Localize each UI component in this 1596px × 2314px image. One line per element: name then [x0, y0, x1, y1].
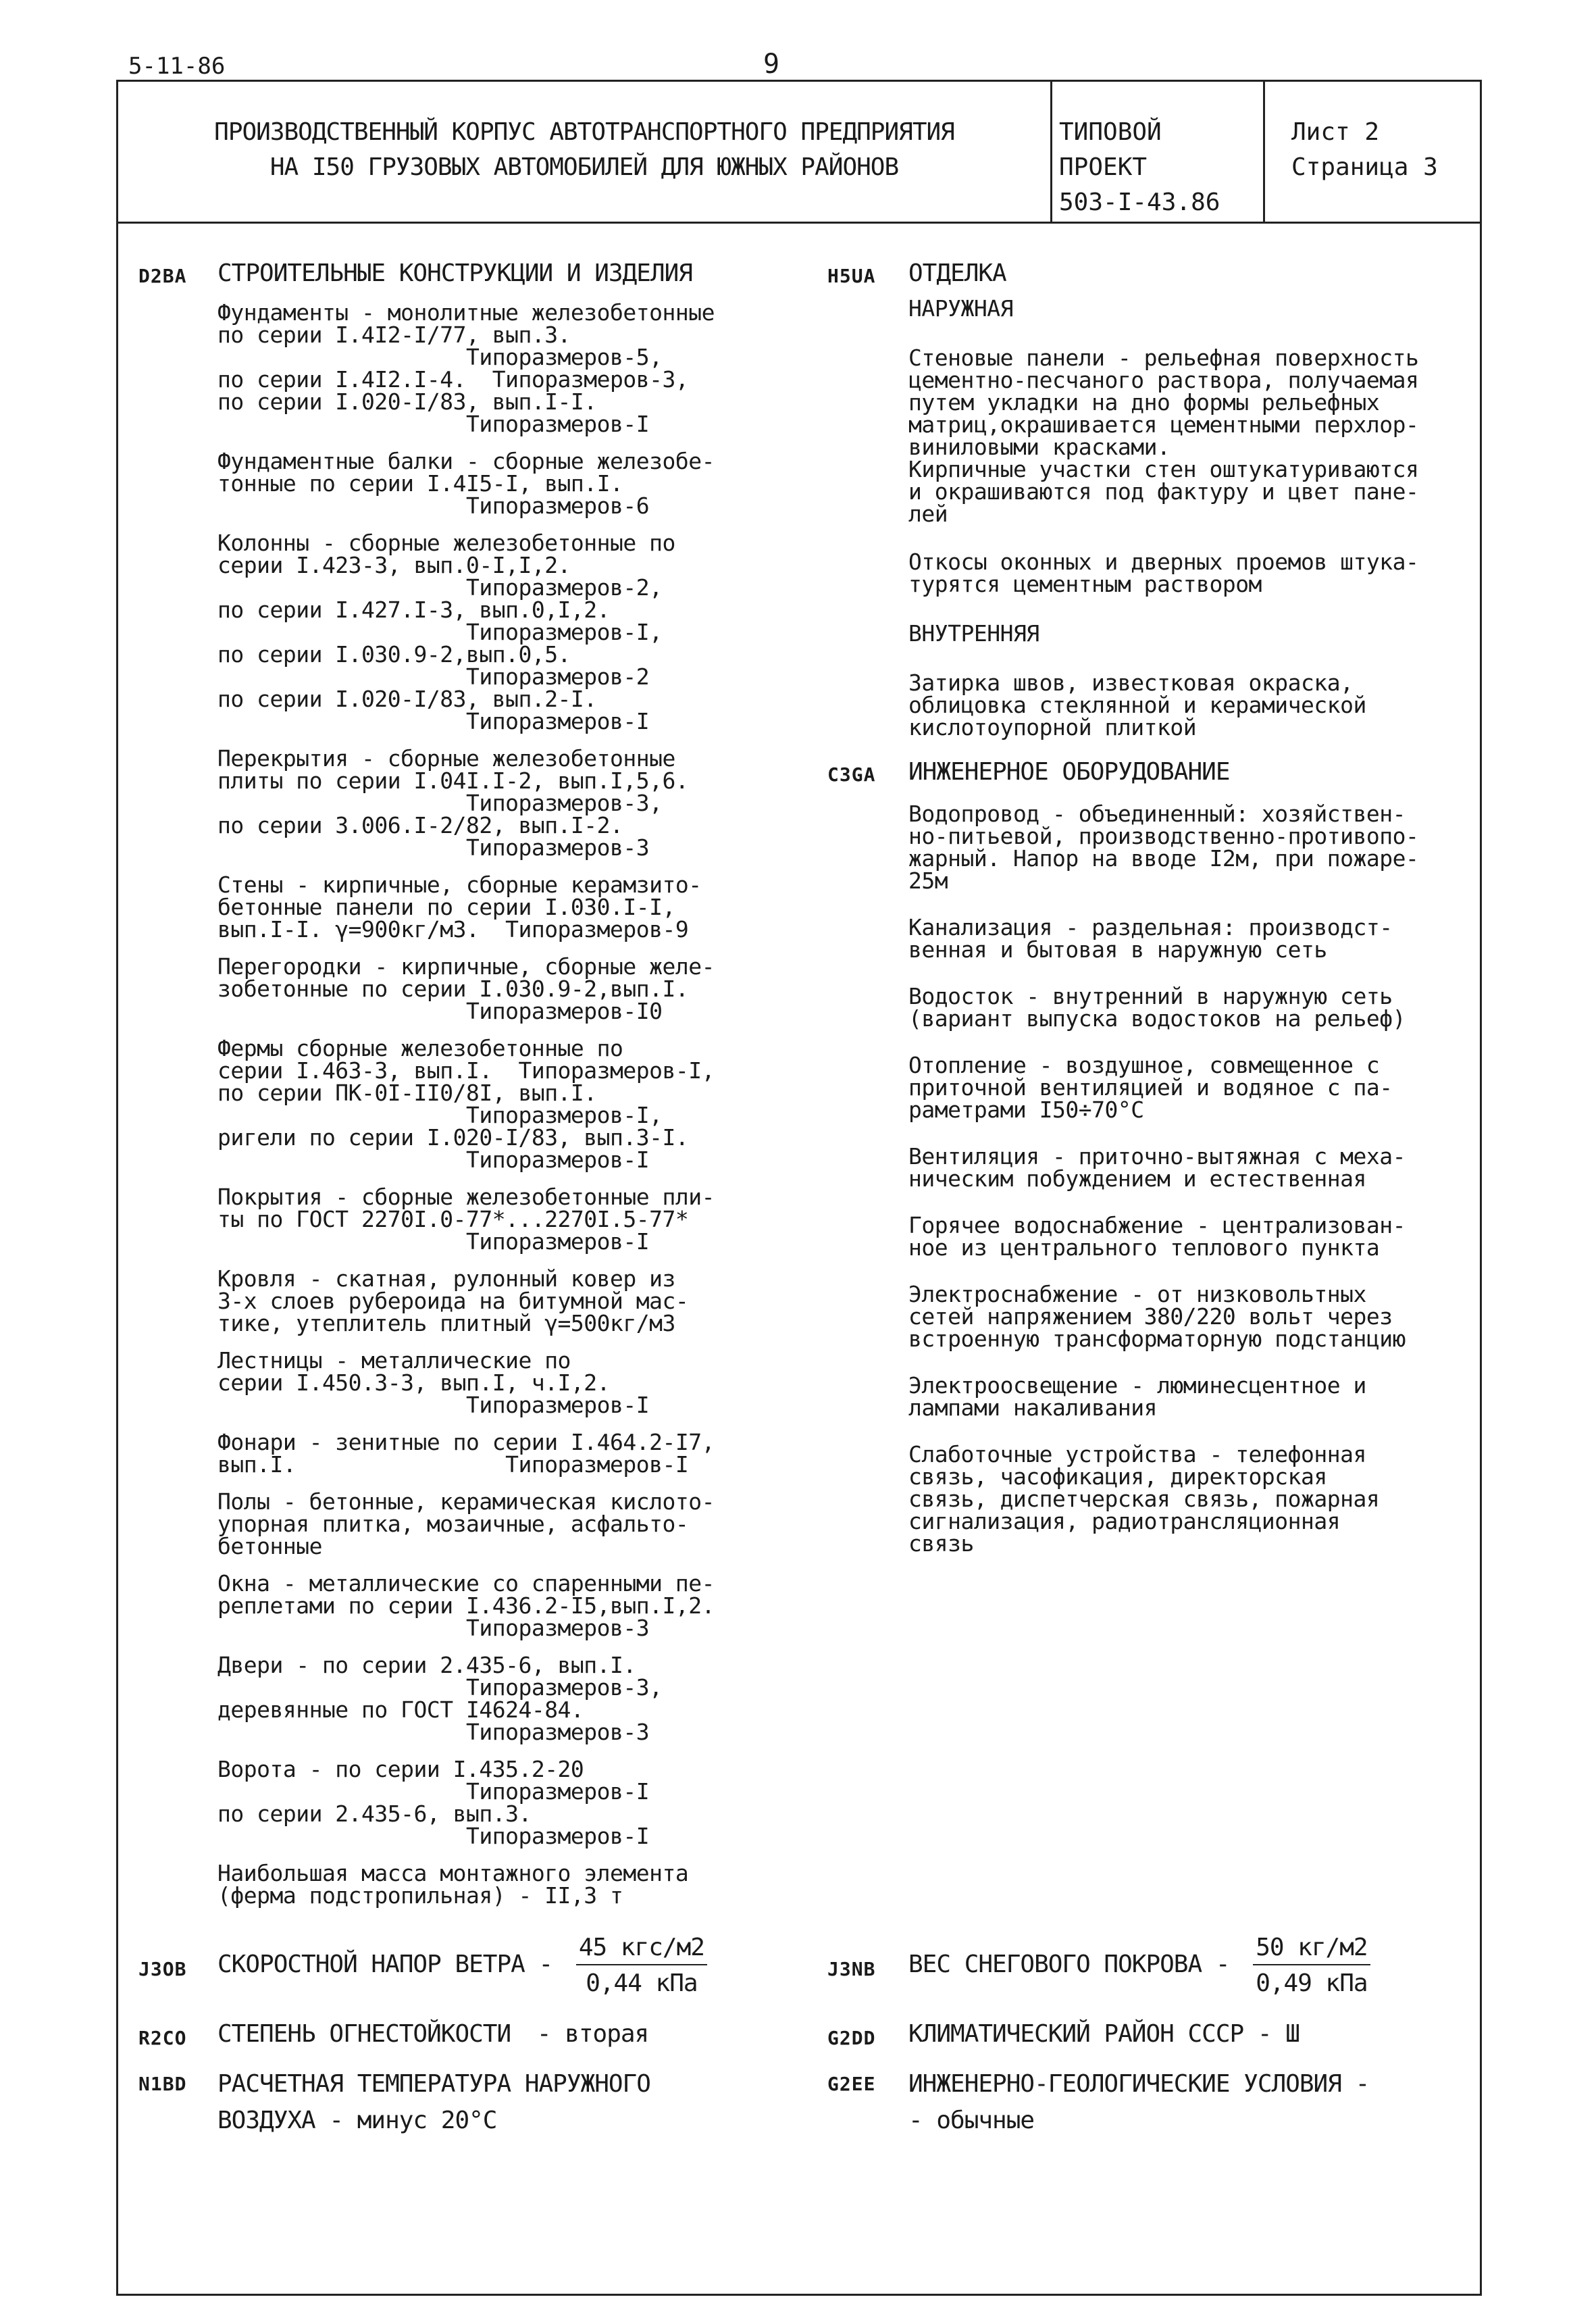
snow-load-value-kpa: 0,49 кПа [1256, 1969, 1368, 1997]
engineering-item: Электроснабжение - от низковольтных сетей напряжением 380/220 вольт через встроенную трансформаторную подстанцию [908, 1281, 1406, 1352]
snow-load-label: ВЕС СНЕГОВОГО ПОКРОВА - [908, 1951, 1230, 1978]
construction-item: Колонны - сборные железобетонные по серии I.423-3, вып.0-I,I,2. Типоразмеров-2, по серии I.427.I-3, вып.0,I,2. Типоразмеров-I, по серии I.030.9-2,вып.0,5. Типоразмеров-2 по серии I.020-I/83, вып.2-I. Типоразмеров-I [217, 530, 675, 734]
outdoor-temperature-line-1: РАСЧЕТНАЯ ТЕМПЕРАТУРА НАРУЖНОГО [217, 2070, 650, 2098]
finish-inner-subtitle: ВНУТРЕННЯЯ [908, 620, 1039, 647]
snow-load [908, 1934, 1370, 1997]
construction-item: Кровля - скатная, рулонный ковер из 3-х слоев рубероида на битумной мас- тике, утеплитель плитный γ=500кг/м3 [217, 1265, 689, 1336]
snow-load-fraction [1253, 1934, 1370, 1997]
document-title [122, 115, 1047, 185]
code-fire: R2CO [138, 2027, 187, 2049]
project-label: ТИПОВОЙ ПРОЕКТ [1059, 118, 1162, 181]
document-code: 5-11-86 [128, 53, 226, 80]
code-temperature: N1BD [138, 2073, 187, 2095]
wind-load [217, 1934, 707, 1997]
construction-item: Фонари - зенитные по серии I.464.2-I7, вып.I. Типоразмеров-I [217, 1429, 715, 1478]
engineering-item: Вентиляция - приточно-вытяжная с меха- ническим побуждением и естественная [908, 1143, 1406, 1192]
construction-item: Покрытия - сборные железобетонные пли- ты по ГОСТ 2270I.0-77*...2270I.5-77* Типоразмеров-I [217, 1184, 715, 1255]
section-code-finish: H5UA [827, 265, 876, 287]
header-divider [116, 222, 1482, 224]
section-code-engineering: C3GA [827, 763, 876, 786]
geological-conditions-line-1: ИНЖЕНЕРНО-ГЕОЛОГИЧЕСКИЕ УСЛОВИЯ - [908, 2070, 1370, 2098]
code-wind: J3OB [138, 1958, 187, 1980]
engineering-item: Канализация - раздельная: производст- венная и бытовая в наружную сеть [908, 914, 1393, 963]
fire-resistance [217, 2020, 648, 2048]
climate-region: КЛИМАТИЧЕСКИЙ РАЙОН СССР - Ш [908, 2020, 1299, 2048]
finish-block [908, 297, 1469, 753]
engineering-item: Электроосвещение - люминесцентное и лампами накаливания [908, 1372, 1366, 1421]
construction-item: Фундаментные балки - сборные железобе- тонные по серии I.4I5-I, вып.I. Типоразмеров-6 [217, 448, 715, 519]
construction-item: Лестницы - металлические по серии I.450.3-3, вып.I, ч.I,2. Типоразмеров-I [217, 1347, 650, 1418]
construction-item: Стены - кирпичные, сборные керамзито- бетонные панели по серии I.030.I-I, вып.I-I. γ=900кг/м3. Типоразмеров-9 [217, 872, 702, 942]
fire-resistance-value: - вторая [536, 2020, 649, 2048]
section-title-construction: СТРОИТЕЛЬНЫЕ КОНСТРУКЦИИ И ИЗДЕЛИЯ [217, 259, 692, 287]
code-geology: G2EE [827, 2073, 876, 2095]
page-label: Страница 3 [1291, 153, 1438, 181]
outdoor-temperature-line-2: ВОЗДУХА - минус 20°С [217, 2107, 497, 2134]
construction-item: Перегородки - кирпичные, сборные желе- зобетонные по серии I.030.9-2,вып.I. Типоразмеров-I0 [217, 953, 715, 1024]
sheet-cell [1291, 115, 1474, 185]
title-line-1: ПРОИЗВОДСТВЕННЫЙ КОРПУС АВТОТРАНСПОРТНОГО ПРЕДПРИЯТИЯ [214, 118, 954, 146]
outdoor-temperature [217, 2066, 650, 2139]
page-number: 9 [763, 49, 780, 80]
engineering-item: Водосток - внутренний в наружную сеть (вариант выпуска водостоков на рельеф) [908, 983, 1406, 1032]
construction-item: Фермы сборные железобетонные по серии I.463-3, вып.I. Типоразмеров-I, по серии ПК-0I-II0/8I, вып.I. Типоразмеров-I, ригели по серии I.020-I/83, вып.3-I. Типоразмеров-I [217, 1035, 715, 1173]
section-title-engineering: ИНЖЕНЕРНОЕ ОБОРУДОВАНИЕ [908, 758, 1230, 786]
snow-load-value: 50 кг/м2 [1253, 1934, 1370, 1965]
engineering-item: Водопровод - объединенный: хозяйствен- но-питьевой, производственно-противопо- жарный. Напор на вводе I2м, при пожаре- 25м [908, 801, 1419, 894]
header-divider-vertical-1 [1050, 80, 1052, 222]
wind-load-value: 45 кгс/м2 [576, 1934, 707, 1965]
project-cell [1059, 115, 1262, 220]
finish-inner-item: Затирка швов, известковая окраска, облицовка стеклянной и керамической кислотоупорной плиткой [908, 670, 1366, 740]
engineering-item: Отопление - воздушное, совмещенное с приточной вентиляцией и водяное с па- раметрами I50÷70°С [908, 1052, 1393, 1123]
section-code-construction: D2BA [138, 265, 187, 287]
engineering-item: Горячее водоснабжение - централизован- ное из центрального теплового пункта [908, 1212, 1406, 1261]
code-snow: J3NB [827, 1958, 876, 1980]
finish-outer-item: Стеновые панели - рельефная поверхность цементно-песчаного раствора, получаемая путем укладки на дно формы рельефных матриц,окрашивается цементными перхлор- виниловыми красками. Кирпичные участки стен оштукатуриваются и окрашиваются под фактуру и цвет пане- лей [908, 345, 1419, 527]
project-number: 503-I-43.86 [1059, 188, 1220, 216]
construction-item: Фундаменты - монолитные железобетонные по серии I.4I2-I/77, вып.3. Типоразмеров-5, по серии I.4I2.I-4. Типоразмеров-3, по серии I.020-I/83, вып.I-I. Типоразмеров-I [217, 299, 715, 437]
construction-item: Наибольшая масса монтажного элемента (ферма подстропильная) - II,3 т [217, 1860, 689, 1909]
wind-load-label: СКОРОСТНОЙ НАПОР ВЕТРА - [217, 1951, 553, 1978]
construction-item: Полы - бетонные, керамическая кислото- упорная плитка, мозаичные, асфальто- бетонные [217, 1488, 715, 1559]
engineering-list [908, 803, 1469, 1569]
wind-load-fraction [576, 1934, 707, 1997]
geological-conditions-line-2: - обычные [908, 2107, 1035, 2134]
construction-item: Ворота - по серии I.435.2-20 Типоразмеров-I по серии 2.435-6, вып.3. Типоразмеров-I [217, 1756, 650, 1849]
construction-item: Перекрытия - сборные железобетонные плиты по серии I.04I.I-2, вып.I,5,6. Типоразмеров-3, по серии 3.006.I-2/82, вып.I-2. Типоразмеров-3 [217, 745, 689, 861]
code-climate: G2DD [827, 2027, 876, 2049]
wind-load-value-kpa: 0,44 кПа [586, 1969, 698, 1997]
header-divider-vertical-2 [1263, 80, 1265, 222]
section-title-finish: ОТДЕЛКА [908, 259, 1006, 287]
construction-item: Двери - по серии 2.435-6, вып.I. Типоразмеров-3, деревянные по ГОСТ I4624-84. Типоразмеров-3 [217, 1652, 663, 1745]
construction-item: Окна - металлические со спаренными пе- реплетами по серии I.436.2-I5,вып.I,2. Типоразмеров-3 [217, 1570, 715, 1641]
finish-outer-item: Откосы оконных и дверных проемов штука- турятся цементным раствором [908, 549, 1419, 597]
title-line-2: НА I50 ГРУЗОВЫХ АВТОМОБИЛЕЙ ДЛЯ ЮЖНЫХ РАЙОНОВ [269, 153, 899, 181]
fire-resistance-label: СТЕПЕНЬ ОГНЕСТОЙКОСТИ [217, 2020, 511, 2048]
construction-list [217, 301, 839, 1921]
finish-outer-subtitle: НАРУЖНАЯ [908, 295, 1013, 322]
geological-conditions [908, 2066, 1369, 2139]
engineering-item: Слаботочные устройства - телефонная связь, часофикация, директорская связь, диспетчерская связь, пожарная сигнализация, радиотрансляционная связь [908, 1441, 1380, 1557]
sheet-label: Лист 2 [1291, 118, 1380, 146]
